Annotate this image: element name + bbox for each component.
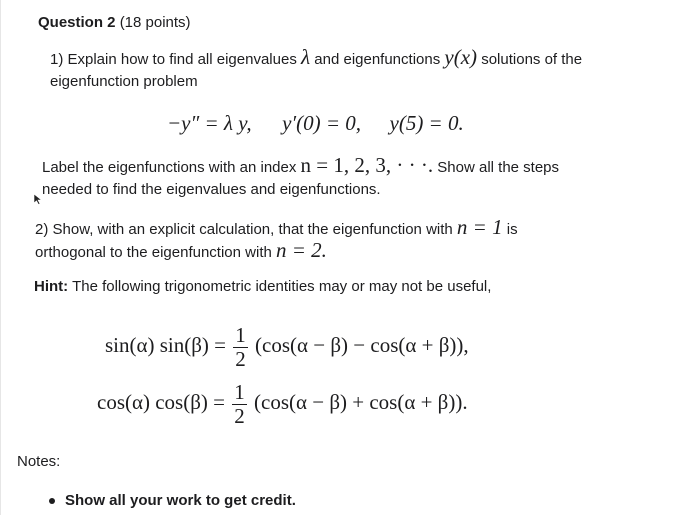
- eigen-equation: [167, 111, 464, 136]
- bullet-icon: [49, 498, 55, 504]
- part1-label-line: [42, 155, 559, 178]
- mouse-pointer-icon: [33, 193, 43, 205]
- part2-text-prefix: 2) Show, with an explicit calculation, that the eigenfunction with: [35, 221, 453, 238]
- part2-text-suffix: is: [506, 221, 518, 238]
- label-text-suffix: Show all the steps: [437, 159, 560, 176]
- part2-line2: [35, 240, 327, 263]
- hint-label: Hint:: [34, 278, 69, 295]
- fraction-one-half: [233, 322, 248, 371]
- question-points: (18 points): [119, 14, 191, 31]
- part1-text-mid: and eigenfunctions: [314, 51, 441, 68]
- identity-sin-rhs: (cos(α − β) − cos(α + β)),: [255, 333, 469, 357]
- label-text-prefix: Label the eigenfunctions with an index: [42, 159, 297, 176]
- identity-cos: [97, 377, 468, 427]
- part1-text-prefix: 1) Explain how to find all eigenvalues: [50, 51, 297, 68]
- n-equals-2: n = 2.: [276, 238, 327, 262]
- hint-text: The following trigonometric identities may or may not be useful,: [72, 278, 492, 295]
- equation-bc-left: y′(0) = 0,: [282, 111, 361, 135]
- notes-item-text: Show all your work to get credit.: [65, 492, 296, 509]
- identity-cos-rhs: (cos(α − β) + cos(α + β)).: [254, 390, 468, 414]
- part2-line1: [35, 217, 518, 240]
- hint-line: [34, 277, 491, 297]
- part1-line1: [50, 47, 582, 70]
- fraction-denominator: 2: [234, 403, 245, 428]
- question-title: Question 2: [38, 14, 116, 31]
- n-equals-1: n = 1: [456, 215, 503, 239]
- identity-sin: [105, 320, 469, 370]
- index-n-values: n = 1, 2, 3, · · ·.: [300, 153, 434, 177]
- identity-cos-lhs: cos(α) cos(β) =: [97, 390, 225, 414]
- question-header: [38, 13, 191, 33]
- part2-line2-text: orthogonal to the eigenfunction with: [35, 244, 272, 261]
- identity-sin-lhs: sin(α) sin(β) =: [105, 333, 227, 357]
- fraction-one-half: [232, 379, 247, 428]
- equation-ode: −y″ = λ y,: [167, 111, 252, 135]
- part1-line2: eigenfunction problem: [50, 73, 198, 90]
- notes-label: Notes:: [17, 453, 61, 470]
- notes-list-item: [49, 491, 296, 511]
- fraction-denominator: 2: [235, 346, 246, 371]
- equation-bc-right: y(5) = 0.: [389, 111, 464, 135]
- part1-line3: needed to find the eigenvalues and eigenfunctions.: [42, 181, 381, 198]
- part1-text-suffix: solutions of the: [481, 51, 583, 68]
- y-of-x-symbol: y(x): [444, 45, 478, 69]
- fraction-numerator: 1: [234, 379, 245, 404]
- lambda-symbol: λ: [301, 45, 311, 69]
- fraction-numerator: 1: [235, 322, 246, 347]
